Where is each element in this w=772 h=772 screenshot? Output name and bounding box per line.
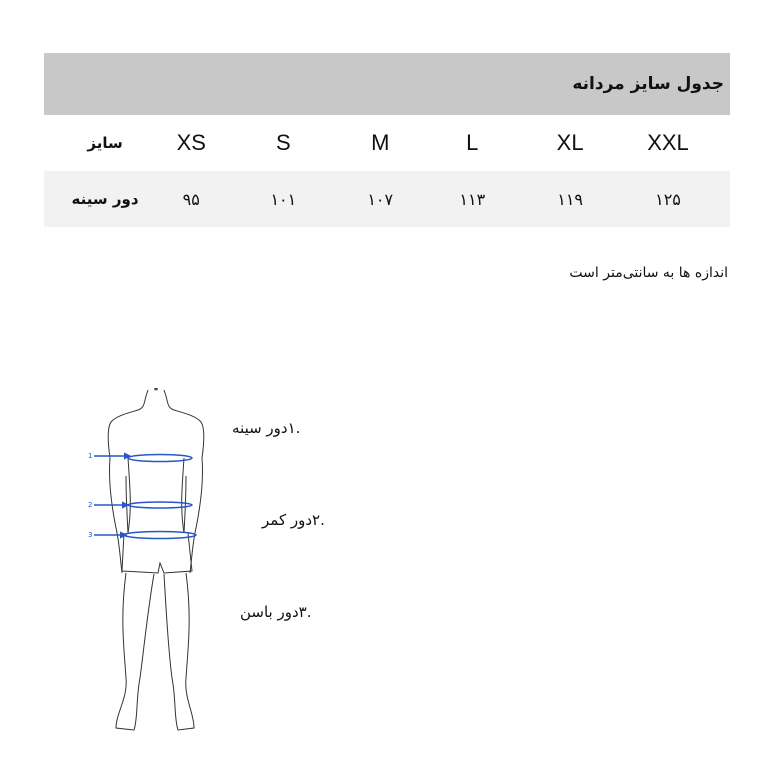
size-m: M — [371, 130, 390, 155]
chest-m: ۱۰۷ — [367, 189, 394, 209]
units-note: اندازه ها به سانتی‌متر است — [569, 265, 728, 281]
chest-s: ۱۰۱ — [270, 189, 297, 209]
chest-row — [44, 171, 730, 227]
size-xl: XL — [556, 130, 584, 155]
chest-loop — [128, 455, 192, 462]
size-table — [44, 53, 730, 227]
size-s: S — [275, 130, 291, 155]
size-l: L — [466, 130, 479, 155]
table-title-bar — [44, 53, 730, 115]
hip-loop — [124, 532, 196, 539]
body-outline — [108, 389, 204, 731]
marker-number-2: 2 — [88, 501, 93, 509]
marker-number-1: 1 — [88, 452, 93, 460]
marker-number-3: 3 — [88, 531, 93, 539]
size-xs: XS — [176, 130, 206, 155]
chest-l: ۱۱۳ — [459, 189, 486, 209]
table-title: جدول سایز مردانه — [572, 74, 724, 94]
chest-xs: ۹۵ — [182, 189, 200, 209]
body-measurement-figure — [86, 388, 226, 733]
size-xxl: XXL — [647, 130, 689, 155]
label-chest: .۱دور سینه — [232, 419, 301, 437]
chest-xl: ۱۱۹ — [557, 189, 584, 209]
waist-loop — [128, 502, 192, 508]
chest-xxl: ۱۲۵ — [655, 189, 681, 209]
row-label-chest: دور سینه — [71, 190, 139, 208]
row-label-size: سایز — [87, 134, 123, 152]
label-hip: .۳دور باسن — [240, 603, 312, 621]
label-waist: .۲دور کمر — [262, 511, 325, 529]
size-header-row — [44, 115, 730, 171]
